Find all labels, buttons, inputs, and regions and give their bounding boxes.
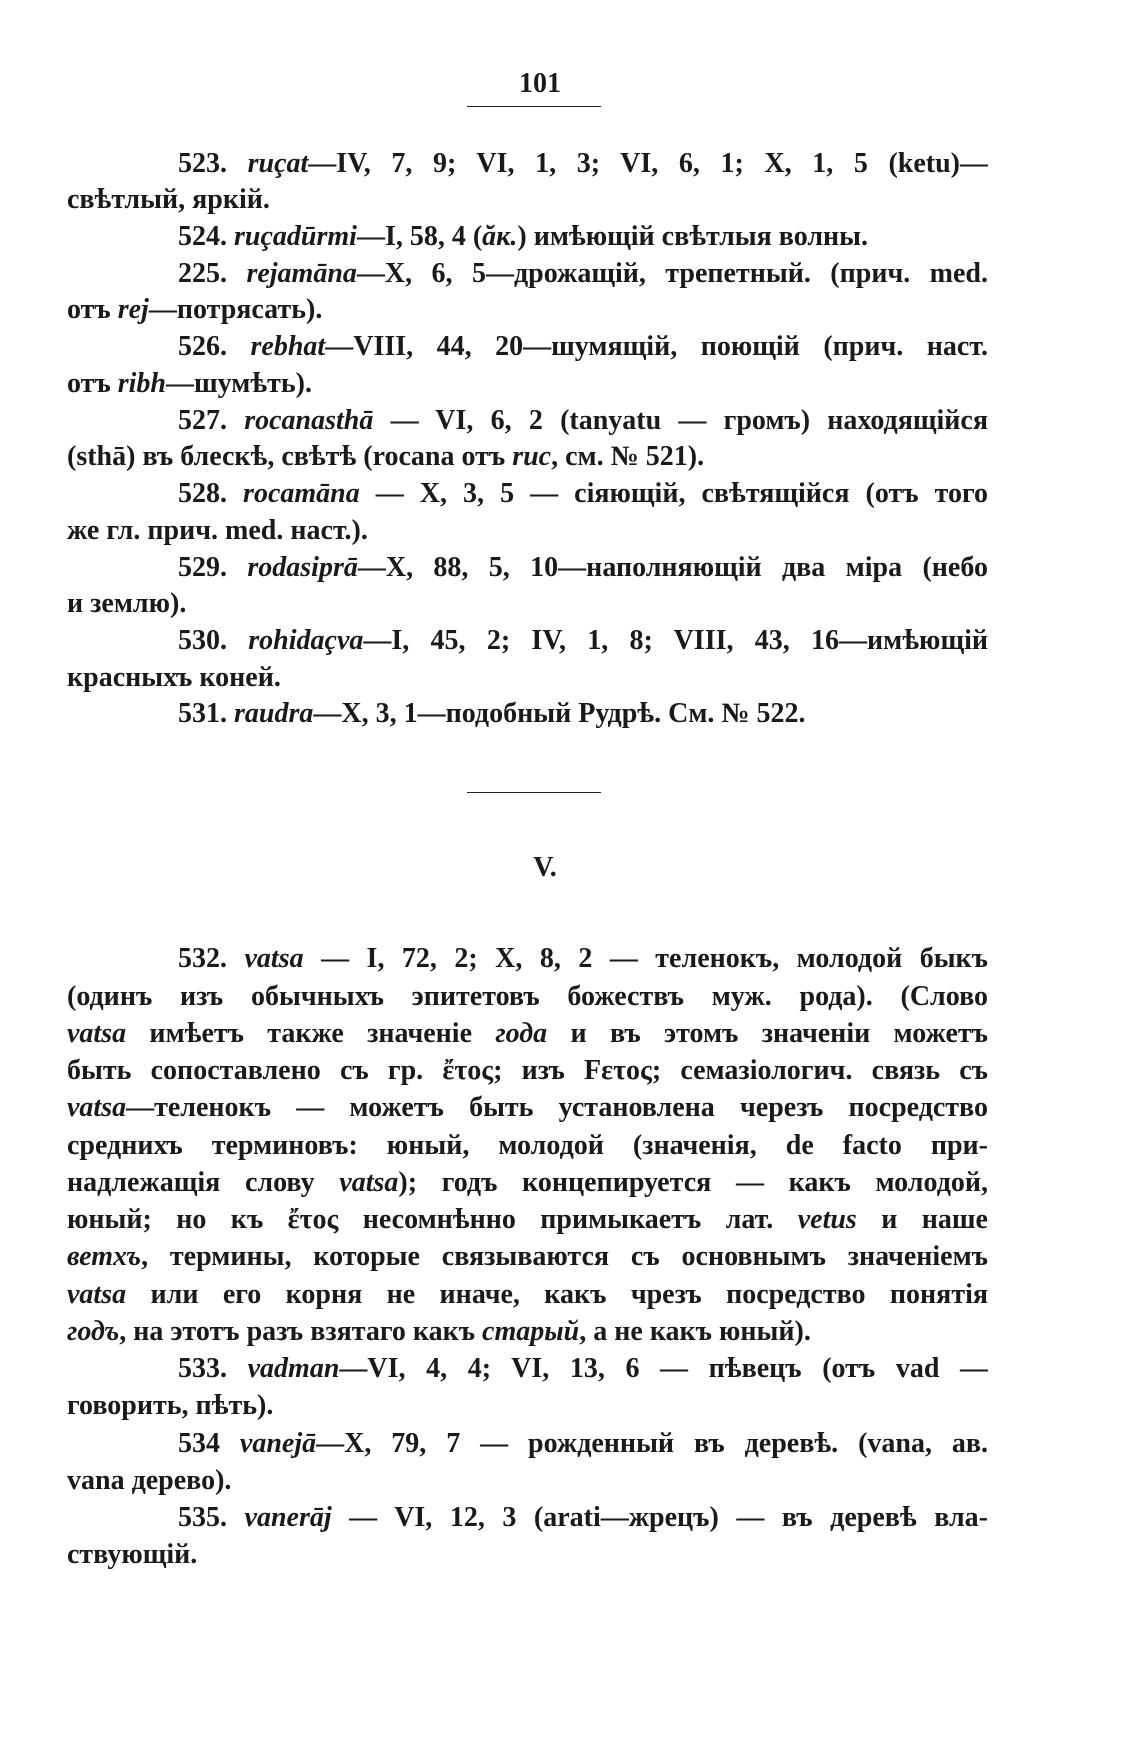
entry-text: —X, 88, 5, 10—наполняющій два міра (небо (357, 551, 988, 583)
inline-italic: vetus (797, 1204, 857, 1236)
entry-line (67, 1499, 988, 1536)
entry-530 (67, 623, 988, 696)
entry-line (67, 1387, 988, 1424)
entry-number: 532. (178, 943, 227, 975)
entry-line (67, 1015, 988, 1052)
entry-text: и землю). (67, 588, 187, 620)
entry-text: —потрясать). (148, 294, 323, 326)
entry-text: (одинъ изъ обычныхъ эпитетовъ божествъ муж. рода). (Слово (67, 980, 988, 1012)
entry-text: отъ (67, 367, 118, 399)
page-number-rule (467, 106, 601, 107)
entry-line (67, 1462, 988, 1499)
entry-term: rodasiprā (247, 551, 358, 583)
entry-number: 524. (178, 221, 227, 253)
entry-line (67, 1425, 988, 1462)
entry-line (67, 623, 988, 660)
section-heading: V. (533, 852, 557, 883)
entry-line (67, 940, 988, 977)
entry-text: —X, 6, 5—дрожащій, трепетный. (прич. med. (356, 257, 988, 289)
entry-line (67, 1536, 988, 1573)
entry-line (67, 439, 988, 476)
entry-number: 523. (178, 147, 227, 179)
entry-text: —I, 58, 4 ( (356, 221, 483, 253)
entry-text: ствующій. (67, 1539, 198, 1571)
entry-text: — VI, 6, 2 (tanyatu — громъ) находящійся (373, 404, 988, 436)
entry-number: 531. (178, 698, 227, 730)
entry-text: (sthā) въ блескѣ, свѣтѣ (rocana отъ (67, 441, 513, 473)
entry-line (67, 1164, 988, 1201)
entry-225 (67, 256, 988, 329)
inline-italic: vatsa (339, 1166, 399, 1198)
entry-text: красныхъ коней. (67, 661, 281, 693)
entry-line (67, 513, 988, 550)
section-divider (467, 792, 601, 793)
entry-text: , см. № 521). (551, 441, 705, 473)
entry-526 (67, 329, 988, 402)
inline-italic: ruc (512, 441, 552, 473)
entry-line (67, 329, 988, 366)
entry-line (67, 1350, 988, 1387)
entry-line (67, 1127, 988, 1164)
entry-line (67, 1201, 988, 1238)
entry-text: — I, 72, 2; X, 8, 2 — теленокъ, молодой быкъ (303, 943, 988, 975)
entry-text: и въ этомъ значеніи можетъ (547, 1017, 988, 1049)
entry-number: 530. (178, 624, 227, 656)
entry-term: vanerāj (244, 1502, 332, 1534)
entry-term: vanejā (239, 1427, 317, 1459)
entry-line (67, 476, 988, 513)
entry-527 (67, 403, 988, 476)
entry-text: среднихъ терминовъ: юный, молодой (значенія, de facto при- (67, 1129, 988, 1161)
entry-number: 225. (178, 257, 227, 289)
entry-text: или его корня не иначе, какъ чрезъ посредство понятія (126, 1278, 988, 1310)
entry-text: отъ (67, 294, 118, 326)
entry-line (67, 292, 988, 329)
entry-term: rohidaçva (248, 624, 364, 656)
entry-term: ruçat (247, 147, 309, 179)
entry-534 (67, 1425, 988, 1500)
inline-italic: rej (117, 294, 149, 326)
entry-number: 533. (178, 1353, 227, 1385)
entry-term: rocamāna (243, 478, 360, 510)
entry-line (67, 403, 988, 440)
entry-number: 526. (178, 331, 227, 363)
inline-italic: ăк. (482, 221, 518, 253)
entries-block-v (67, 940, 988, 1573)
entry-text: —X, 79, 7 — рожденный въ деревѣ. (vana, ав. (316, 1427, 988, 1459)
entry-term: rebhat (250, 331, 326, 363)
entry-term: raudra (234, 698, 314, 730)
entry-text: и наше (856, 1204, 988, 1236)
entry-number: 529. (178, 551, 227, 583)
entry-529 (67, 550, 988, 623)
entry-text: —шумѣть). (165, 367, 312, 399)
entry-text: , на этотъ разъ взятаго какъ (119, 1315, 483, 1347)
entry-535 (67, 1499, 988, 1574)
entry-number: 528. (178, 478, 227, 510)
entry-text: быть сопоставлено съ гр. ἔτος; изъ Fετος; семазіологич. связь съ (67, 1055, 988, 1087)
entry-term: rejamāna (246, 257, 357, 289)
entry-term: vadman (247, 1353, 340, 1385)
entry-text: —IV, 7, 9; VI, 1, 3; VI, 6, 1; X, 1, 5 (ketu)— (308, 147, 988, 179)
inline-italic: года (495, 1017, 548, 1049)
page-number: 101 (519, 68, 561, 99)
inline-italic: годъ (67, 1315, 120, 1347)
entry-line (67, 146, 988, 183)
entry-text: ) имѣющій свѣтлыя волны. (517, 221, 869, 253)
entry-number: 535. (178, 1502, 227, 1534)
entry-line (67, 1238, 988, 1275)
entry-528 (67, 476, 988, 549)
entry-number: 534 (178, 1427, 220, 1459)
entry-number: 527. (178, 404, 227, 436)
entry-532 (67, 940, 988, 1350)
entry-term: vatsa (244, 943, 304, 975)
entry-531 (67, 696, 988, 733)
inline-italic: vatsa (67, 1092, 127, 1124)
entry-text: , а не какъ юный). (579, 1315, 811, 1347)
inline-italic: vatsa (67, 1017, 127, 1049)
entry-line (67, 586, 988, 623)
entry-line (67, 1313, 988, 1350)
entry-line (67, 219, 988, 256)
entry-line (67, 660, 988, 697)
entry-text: говорить, пѣть). (67, 1390, 274, 1422)
inline-italic: vatsa (67, 1278, 127, 1310)
entry-line (67, 182, 988, 219)
inline-italic: ribh (117, 367, 166, 399)
entry-text: —I, 45, 2; IV, 1, 8; VIII, 43, 16—имѣющій (363, 624, 988, 656)
entry-533 (67, 1350, 988, 1425)
entry-text: ); годъ концепируется — какъ молодой, (398, 1166, 988, 1198)
entry-text: юный; но къ ἔτος несомнѣнно примыкаетъ лат. (67, 1204, 798, 1236)
entry-line (67, 696, 988, 733)
entry-text: надлежащія слову (67, 1166, 340, 1198)
entry-text: , термины, которые связываются съ основнымъ значеніемъ (141, 1241, 988, 1273)
entry-text: же гл. прич. med. наст.). (67, 514, 368, 546)
inline-italic: старый (482, 1315, 580, 1347)
entry-line (67, 256, 988, 293)
entries-block-r (67, 146, 988, 734)
entry-text: имѣетъ также значеніе (126, 1017, 496, 1049)
entry-line (67, 550, 988, 587)
entry-text: —VI, 4, 4; VI, 13, 6 — пѣвецъ (отъ vad — (339, 1353, 988, 1385)
entry-text: vana дерево). (67, 1464, 232, 1496)
entry-line (67, 978, 988, 1015)
entry-text: —X, 3, 1—подобный Рудрѣ. См. № 522. (313, 698, 806, 730)
entry-523 (67, 146, 988, 219)
entry-line (67, 1276, 988, 1313)
entry-text: —теленокъ — можетъ быть установлена черезъ посредство (126, 1092, 988, 1124)
entry-line (67, 1052, 988, 1089)
entry-text: — X, 3, 5 — сіяющій, свѣтящійся (отъ того (359, 478, 988, 510)
entry-text: —VIII, 44, 20—шумящій, поющій (прич. наст. (325, 331, 988, 363)
entry-term: rocanasthā (244, 404, 374, 436)
entry-line (67, 1089, 988, 1126)
entry-line (67, 366, 988, 403)
entry-term: ruçadūrmi (234, 221, 357, 253)
entry-524 (67, 219, 988, 256)
entry-text: свѣтлый, яркій. (67, 184, 270, 216)
entry-text: — VI, 12, 3 (arati—жрецъ) — въ деревѣ вла- (331, 1502, 988, 1534)
inline-italic: ветхъ (67, 1241, 142, 1273)
